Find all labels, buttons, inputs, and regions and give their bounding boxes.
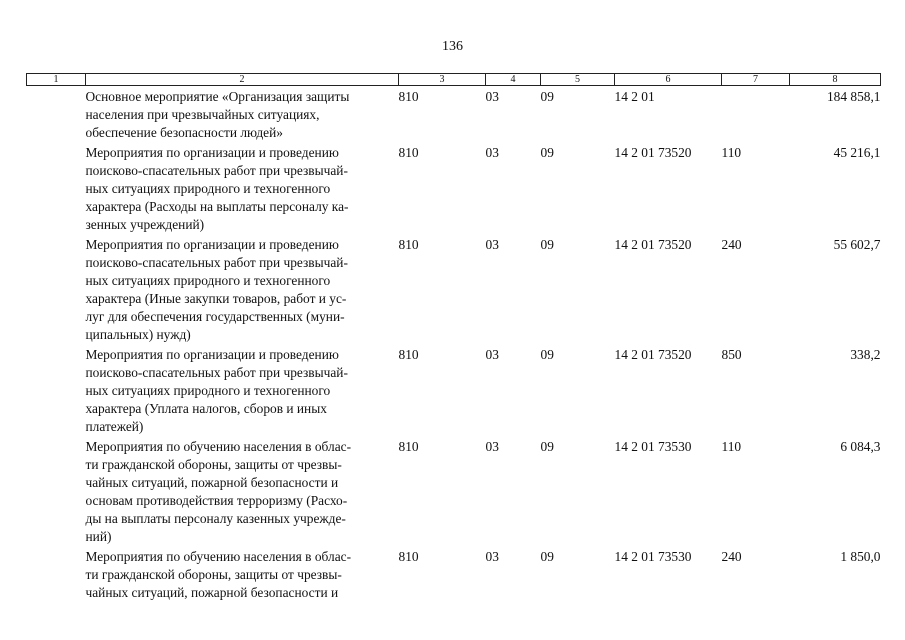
table-row bbox=[27, 546, 881, 602]
section-code: 03 bbox=[485, 347, 499, 362]
expense-name: Основное мероприятие «Организация защиты населения при чрезвычайных ситуациях, обеспечение безопасности людей» bbox=[85, 89, 350, 140]
column-header-3: 3 bbox=[399, 74, 486, 86]
amount: 6 084,3 bbox=[840, 439, 881, 454]
section-code: 03 bbox=[485, 549, 499, 564]
column-header-2: 2 bbox=[86, 74, 399, 86]
target-item-code: 14 2 01 73520 bbox=[614, 145, 692, 160]
table-row bbox=[27, 86, 881, 143]
column-header-4: 4 bbox=[486, 74, 541, 86]
amount: 45 216,1 bbox=[833, 145, 881, 160]
amount: 55 602,7 bbox=[833, 237, 881, 252]
column-header-5: 5 bbox=[541, 74, 615, 86]
expense-name: Мероприятия по обучению населения в облас- ти гражданской обороны, защиты от чрезвы- чайных ситуаций, пожарной безопасности и bbox=[85, 549, 352, 600]
empty-cell bbox=[27, 546, 86, 602]
expense-type-code: 110 bbox=[721, 439, 742, 454]
table-row bbox=[27, 436, 881, 546]
table-row bbox=[27, 344, 881, 436]
page-number: 136 bbox=[442, 39, 463, 54]
section-code: 03 bbox=[485, 145, 499, 160]
ministry-code: 810 bbox=[398, 439, 419, 454]
subsection-code: 09 bbox=[540, 549, 554, 564]
target-item-code: 14 2 01 bbox=[614, 89, 655, 104]
empty-cell bbox=[27, 86, 86, 143]
subsection-code: 09 bbox=[540, 439, 554, 454]
target-item-code: 14 2 01 73530 bbox=[614, 549, 692, 564]
target-item-code: 14 2 01 73520 bbox=[614, 347, 692, 362]
target-item-code: 14 2 01 73520 bbox=[614, 237, 692, 252]
expense-type-code: 240 bbox=[721, 237, 742, 252]
budget-table bbox=[26, 73, 881, 602]
column-header-1: 1 bbox=[27, 74, 86, 86]
ministry-code: 810 bbox=[398, 347, 419, 362]
amount: 184 858,1 bbox=[826, 89, 881, 104]
subsection-code: 09 bbox=[540, 89, 554, 104]
empty-cell bbox=[27, 436, 86, 546]
ministry-code: 810 bbox=[398, 145, 419, 160]
target-item-code: 14 2 01 73530 bbox=[614, 439, 692, 454]
table-row bbox=[27, 234, 881, 344]
subsection-code: 09 bbox=[540, 237, 554, 252]
expense-name: Мероприятия по организации и проведению поисково-спасательных работ при чрезвычай- ных ситуациях природного и техногенного характера (Расходы на выплаты персоналу ка- зенных учреждений) bbox=[85, 145, 349, 232]
amount: 338,2 bbox=[850, 347, 881, 362]
subsection-code: 09 bbox=[540, 145, 554, 160]
column-header-6: 6 bbox=[615, 74, 722, 86]
ministry-code: 810 bbox=[398, 549, 419, 564]
ministry-code: 810 bbox=[398, 89, 419, 104]
empty-cell bbox=[27, 234, 86, 344]
expense-type-code: 850 bbox=[721, 347, 742, 362]
subsection-code: 09 bbox=[540, 347, 554, 362]
expense-name: Мероприятия по организации и проведению поисково-спасательных работ при чрезвычай- ных ситуациях природного и техногенного характера (Иные закупки товаров, работ и ус- луг для обеспечения государственных (муни- ципальных) нужд) bbox=[85, 237, 348, 342]
amount: 1 850,0 bbox=[840, 549, 881, 564]
expense-name: Мероприятия по обучению населения в облас- ти гражданской обороны, защиты от чрезвы- чайных ситуаций, пожарной безопасности и основам противодействия терроризму (Расхо- ды на выплаты персоналу казенных учрежде- ний) bbox=[85, 439, 352, 544]
section-code: 03 bbox=[485, 89, 499, 104]
section-code: 03 bbox=[485, 237, 499, 252]
table-row bbox=[27, 142, 881, 234]
empty-cell bbox=[27, 344, 86, 436]
expense-type-code: 110 bbox=[721, 145, 742, 160]
empty-cell bbox=[27, 142, 86, 234]
column-header-8: 8 bbox=[790, 74, 881, 86]
expense-type-code bbox=[722, 86, 790, 143]
column-number-header bbox=[27, 74, 881, 86]
section-code: 03 bbox=[485, 439, 499, 454]
expense-type-code: 240 bbox=[721, 549, 742, 564]
ministry-code: 810 bbox=[398, 237, 419, 252]
column-header-7: 7 bbox=[722, 74, 790, 86]
expense-name: Мероприятия по организации и проведению поисково-спасательных работ при чрезвычай- ных ситуациях природного и техногенного характера (Уплата налогов, сборов и иных платежей) bbox=[85, 347, 348, 434]
